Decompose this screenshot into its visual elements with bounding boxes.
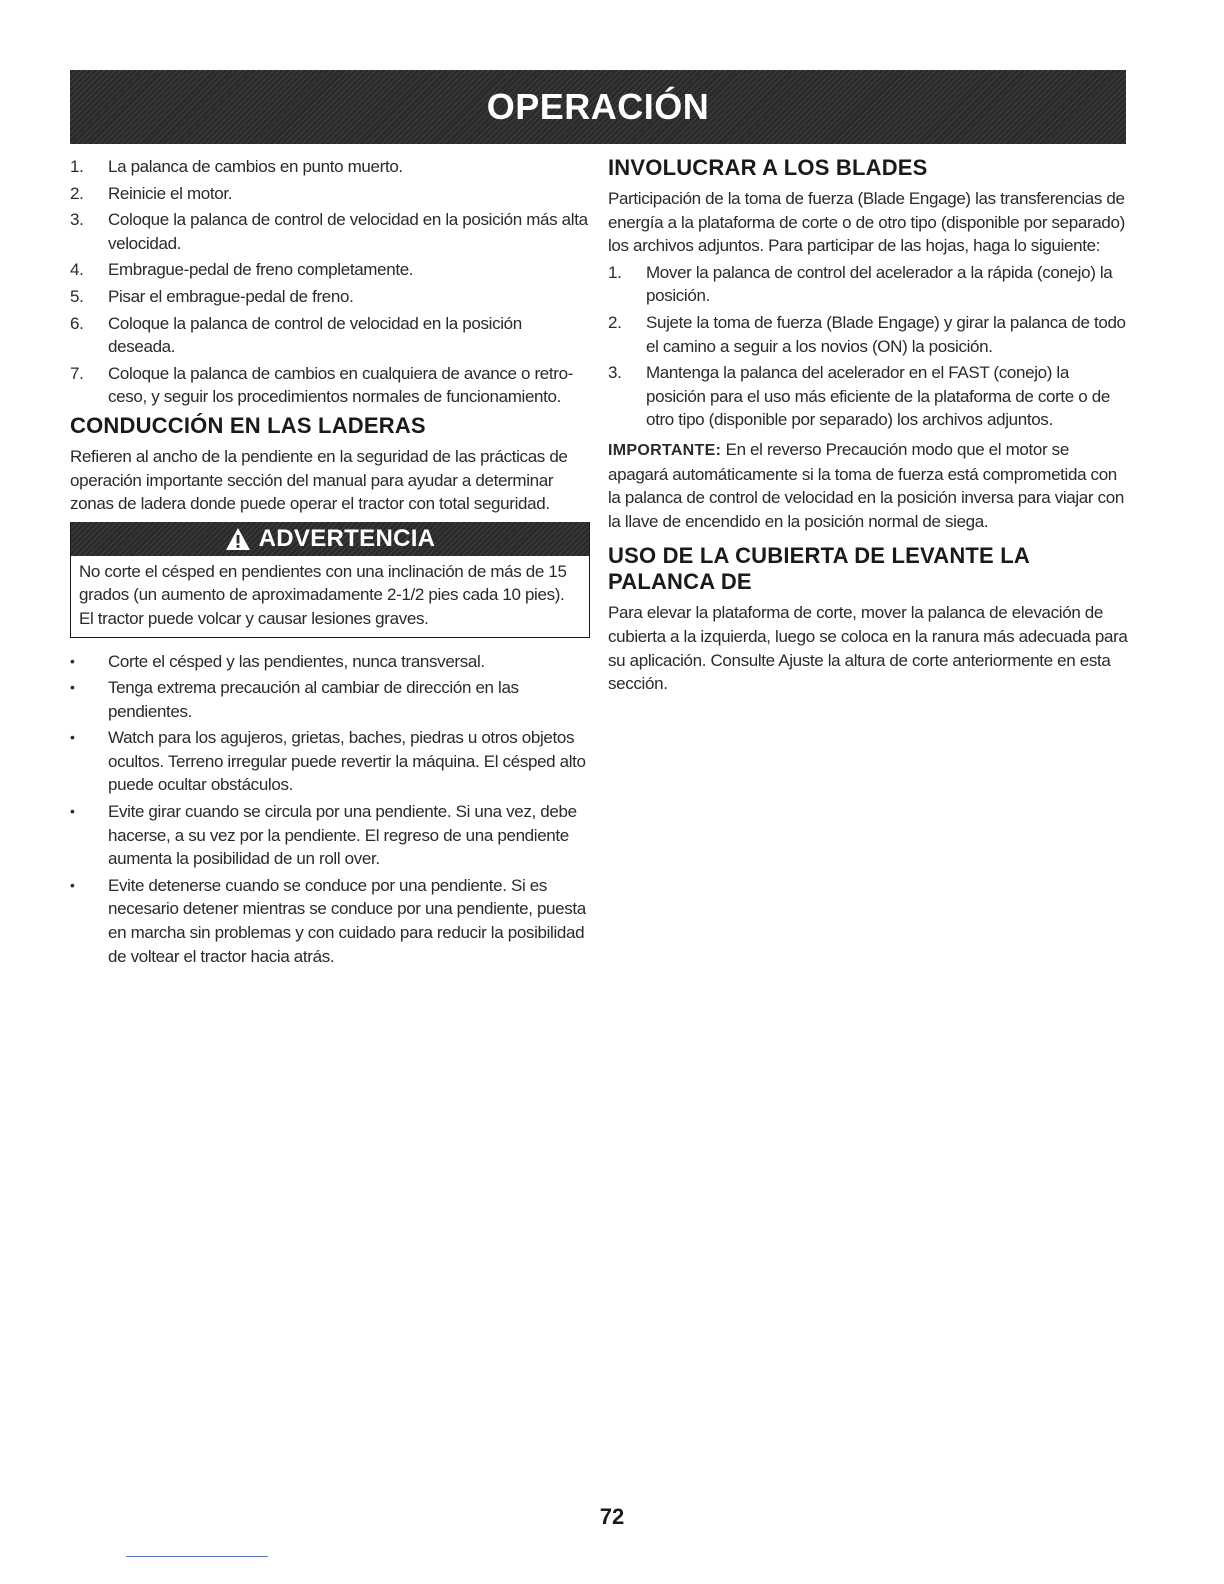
step-number: 3. <box>608 363 622 383</box>
list-item <box>70 676 590 723</box>
list-item <box>70 285 590 309</box>
warning-header <box>71 522 589 556</box>
step-number: 4. <box>70 260 84 280</box>
step-text: Reinicie el motor. <box>108 183 233 203</box>
page-title: OPERACIÓN <box>486 86 710 127</box>
deck-lift-heading: USO DE LA CUBIERTA DE LEVANTE LA PALANCA DE <box>608 543 1030 595</box>
bullet-text: Corte el césped y las pendientes, nunca transversal. <box>108 651 485 671</box>
slopes-heading: CONDUCCIÓN EN LAS LADERAS <box>70 412 426 438</box>
slopes-paragraph: Refieren al ancho de la pendiente en la seguridad de las prácticas de operación importante sección del manual para ayudar a determinar zonas de ladera donde puede operar el tractor con total seguridad. <box>70 446 568 514</box>
list-item <box>608 261 1128 308</box>
bullet-text: Evite detenerse cuando se conduce por una pendiente. Si es necesario detener mientras se conduce por una pendiente, puesta en marcha sin problemas y con cuidado para reducir la posibilidad de voltear el tractor hacia atrás. <box>108 875 586 966</box>
page-number: 72 <box>599 1504 625 1529</box>
warning-box <box>70 522 590 638</box>
startup-steps-list <box>70 155 590 409</box>
warning-triangle-icon <box>225 527 251 551</box>
list-item <box>70 362 590 409</box>
list-item <box>70 312 590 359</box>
step-number: 1. <box>608 262 622 282</box>
step-text: Pisar el embrague-pedal de freno. <box>108 286 354 306</box>
blades-intro: Participación de la toma de fuerza (Blade Engage) las transferencias de energía a la plataforma de corte o de otro tipo (disponible por separado) los archivos adjuntos. Para participar de las hojas, haga lo siguiente: <box>608 189 1125 256</box>
list-item <box>608 361 1128 432</box>
step-number: 3. <box>70 210 84 230</box>
step-text: Mover la palanca de control del acelerador a la rápida (conejo) la posición. <box>646 262 1113 306</box>
list-item <box>70 182 590 206</box>
step-number: 2. <box>70 183 84 203</box>
step-number: 6. <box>70 313 84 333</box>
bullet-icon: • <box>70 679 75 696</box>
step-text: Coloque la palanca de cambios en cualquiera de avance o retro-ceso, y seguir los procedimientos normales de funcionamiento. <box>108 363 574 407</box>
right-column <box>608 155 1128 696</box>
list-item <box>70 155 590 179</box>
bullet-text: Tenga extrema precaución al cambiar de dirección en las pendientes. <box>108 678 519 721</box>
list-item <box>70 874 590 968</box>
bullet-icon: • <box>70 803 75 820</box>
warning-title: ADVERTENCIA <box>258 524 436 552</box>
step-text: Coloque la palanca de control de velocidad en la posición deseada. <box>108 313 522 357</box>
slope-safety-list <box>70 650 590 969</box>
step-text: Embrague-pedal de freno completamente. <box>108 260 414 280</box>
step-number: 7. <box>70 363 84 383</box>
list-item <box>70 800 590 871</box>
step-number: 5. <box>70 286 84 306</box>
deck-lift-paragraph: Para elevar la plataforma de corte, mover la palanca de elevación de cubierta a la izquierda, luego se coloca en la ranura más adecuada para su aplicación. Consulte Ajuste la altura de corte anteriormente en esta sección. <box>608 603 1128 694</box>
step-text: Coloque la palanca de control de velocidad en la posición más alta velocidad. <box>108 210 588 253</box>
bullet-icon: • <box>70 652 75 669</box>
list-item <box>70 650 590 674</box>
footer-rule <box>126 1556 268 1557</box>
list-item <box>70 208 590 255</box>
important-label: IMPORTANTE: <box>608 441 722 459</box>
list-item <box>70 258 590 282</box>
step-text: Sujete la toma de fuerza (Blade Engage) y girar la palanca de todo el camino a seguir a los novios (ON) la posición. <box>646 312 1126 356</box>
step-number: 1. <box>70 157 84 176</box>
header-bar <box>70 70 1126 144</box>
step-text: Mantenga la palanca del acelerador en el FAST (conejo) la posición para el uso más eficiente de la plataforma de corte o de otro tipo (disponible por separado) los archivos adjuntos. <box>646 363 1110 430</box>
step-text: La palanca de cambios en punto muerto. <box>108 157 403 176</box>
list-item <box>70 726 590 797</box>
bullet-icon: • <box>70 729 75 746</box>
important-note <box>608 438 1128 533</box>
list-item <box>608 311 1128 358</box>
step-number: 2. <box>608 312 622 332</box>
warning-text: No corte el césped en pendientes con una inclinación de más de 15 grados (un aumento de aproximadamente 2-1/2 pies cada 10 pies). El tractor puede volcar y causar lesiones graves. <box>79 561 567 628</box>
blades-steps-list <box>608 261 1128 432</box>
bullet-icon: • <box>70 876 75 893</box>
important-text: En el reverso Precaución modo que el motor se apagará automáticamente si la toma de fuerza está comprometida con la palanca de control de velocidad en la posición inversa para viajar con la llave de encendido en la posición normal de siega. <box>608 439 1124 531</box>
blades-heading: INVOLUCRAR A LOS BLADES <box>608 155 928 180</box>
bullet-text: Evite girar cuando se circula por una pendiente. Si una vez, debe hacerse, a su vez por la pendiente. El regreso de una pendiente aumenta la posibilidad de un roll over. <box>108 802 577 869</box>
left-column <box>70 155 590 971</box>
bullet-text: Watch para los agujeros, grietas, baches, piedras u otros objetos ocultos. Terreno irregular puede revertir la máquina. El césped alto puede ocultar obstáculos. <box>108 728 586 795</box>
